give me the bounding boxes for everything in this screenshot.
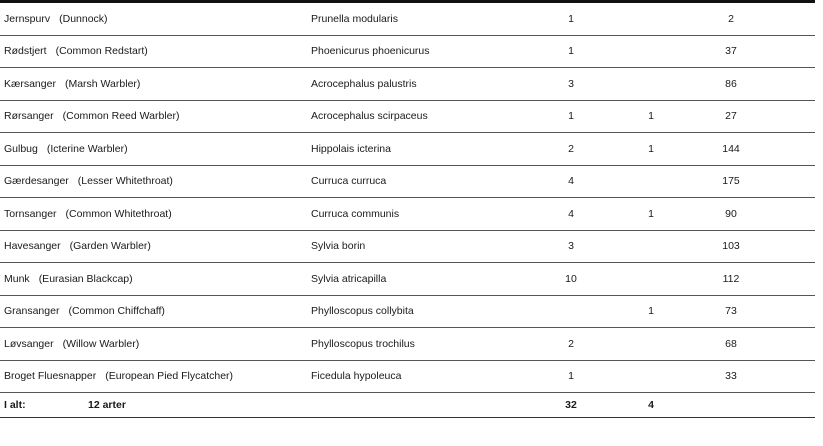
count-col2 <box>620 166 682 198</box>
count-col2 <box>620 3 682 35</box>
species-name <box>4 263 133 295</box>
count-col2 <box>620 328 682 360</box>
total-species-count: 12 arter <box>88 399 126 411</box>
latin-name: Curruca communis <box>311 207 400 220</box>
count-col2 <box>620 68 682 100</box>
latin-name: Sylvia atricapilla <box>311 272 387 285</box>
species-name <box>4 296 165 328</box>
latin-name: Phylloscopus trochilus <box>311 337 415 350</box>
table-row <box>0 166 815 199</box>
total-col2: 4 <box>648 399 654 411</box>
table-row <box>0 68 815 101</box>
latin-name: Curruca curruca <box>311 175 387 188</box>
danish-name: Rødstjert <box>4 45 47 58</box>
species-name <box>4 68 140 100</box>
latin-name: Phoenicurus phoenicurus <box>311 45 430 58</box>
latin-name: Phylloscopus collybita <box>311 305 414 318</box>
count-col1: 4 <box>568 175 574 188</box>
count-col1: 1 <box>568 370 574 383</box>
count-col3: 2 <box>728 12 734 25</box>
count-col3: 33 <box>725 370 737 383</box>
count-col3: 37 <box>725 45 737 58</box>
count-col3: 27 <box>725 110 737 123</box>
table-row <box>0 296 815 329</box>
total-row <box>0 393 815 418</box>
latin-name: Acrocephalus palustris <box>311 77 417 90</box>
count-col3: 90 <box>725 207 737 220</box>
species-name <box>4 36 148 68</box>
count-col3: 73 <box>725 305 737 318</box>
count-col2 <box>620 36 682 68</box>
count-col1 <box>540 296 602 328</box>
table-row <box>0 231 815 264</box>
species-name <box>4 3 108 35</box>
english-name: (Common Reed Warbler) <box>62 110 180 123</box>
count-col2: 1 <box>648 305 654 318</box>
count-col1: 1 <box>568 110 574 123</box>
danish-name: Gulbug <box>4 142 38 155</box>
species-name <box>4 166 173 198</box>
count-col1: 1 <box>568 12 574 25</box>
species-name <box>4 133 128 165</box>
count-col1: 3 <box>568 77 574 90</box>
table-row <box>0 36 815 69</box>
count-col3: 144 <box>722 142 740 155</box>
count-col2 <box>620 361 682 393</box>
count-col3: 112 <box>722 272 740 285</box>
count-col2: 1 <box>648 207 654 220</box>
table-row <box>0 101 815 134</box>
english-name: (Lesser Whitethroat) <box>77 175 173 188</box>
english-name: (European Pied Flycatcher) <box>105 370 234 383</box>
species-name <box>4 198 172 230</box>
latin-name: Sylvia borin <box>311 240 366 253</box>
table-row <box>0 3 815 36</box>
species-name <box>4 328 139 360</box>
danish-name: Broget Fluesnapper <box>4 370 97 383</box>
latin-name: Hippolais icterina <box>311 142 391 155</box>
count-col2 <box>620 231 682 263</box>
danish-name: Tornsanger <box>4 207 57 220</box>
count-col3: 103 <box>722 240 740 253</box>
danish-name: Rørsanger <box>4 110 54 123</box>
english-name: (Common Redstart) <box>55 45 148 58</box>
danish-name: Munk <box>4 272 30 285</box>
english-name: (Common Whitethroat) <box>65 207 172 220</box>
count-col2 <box>620 263 682 295</box>
english-name: (Common Chiffchaff) <box>68 305 165 318</box>
english-name: (Marsh Warbler) <box>64 77 141 90</box>
count-col1: 2 <box>568 142 574 155</box>
table-body <box>0 3 815 393</box>
count-col2: 1 <box>648 142 654 155</box>
table-row <box>0 361 815 394</box>
danish-name: Havesanger <box>4 240 61 253</box>
danish-name: Kærsanger <box>4 77 56 90</box>
english-name: (Garden Warbler) <box>69 240 151 253</box>
count-col1: 10 <box>565 272 577 285</box>
english-name: (Willow Warbler) <box>62 337 140 350</box>
table-row <box>0 263 815 296</box>
latin-name: Acrocephalus scirpaceus <box>311 110 428 123</box>
total-col1: 32 <box>565 399 577 411</box>
species-name <box>4 231 151 263</box>
count-col3: 86 <box>725 77 737 90</box>
table-row <box>0 133 815 166</box>
count-col3: 175 <box>722 175 740 188</box>
danish-name: Gransanger <box>4 305 60 318</box>
count-col1: 3 <box>568 240 574 253</box>
english-name: (Eurasian Blackcap) <box>38 272 133 285</box>
count-col1: 4 <box>568 207 574 220</box>
count-col2: 1 <box>648 110 654 123</box>
count-col1: 2 <box>568 337 574 350</box>
count-col1: 1 <box>568 45 574 58</box>
table-row <box>0 198 815 231</box>
english-name: (Icterine Warbler) <box>46 142 128 155</box>
danish-name: Jernspurv <box>4 12 51 25</box>
latin-name: Prunella modularis <box>311 12 398 25</box>
species-name <box>4 361 233 393</box>
danish-name: Gærdesanger <box>4 175 69 188</box>
table-row <box>0 328 815 361</box>
count-col3: 68 <box>725 337 737 350</box>
total-label: I alt: <box>4 399 26 411</box>
latin-name: Ficedula hypoleuca <box>311 370 402 383</box>
danish-name: Løvsanger <box>4 337 54 350</box>
english-name: (Dunnock) <box>59 12 108 25</box>
species-name <box>4 101 180 133</box>
